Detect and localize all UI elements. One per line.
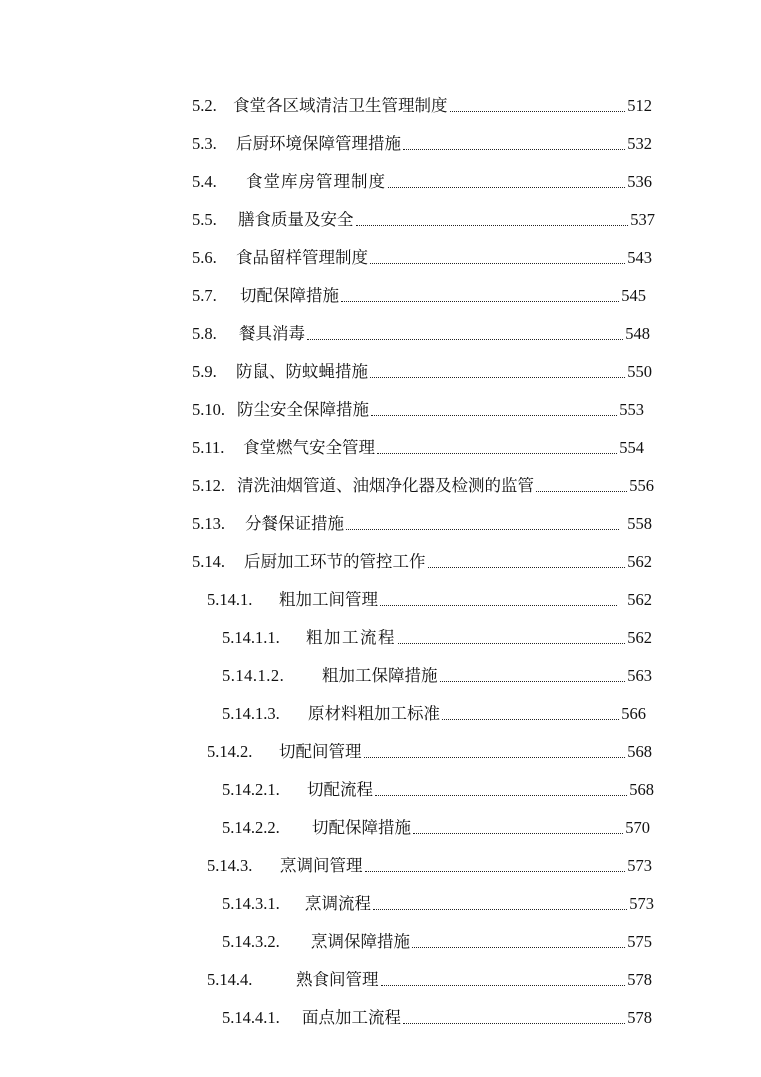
toc-entry-page: 554 xyxy=(619,438,644,457)
toc-entry-page: 537 xyxy=(630,210,655,229)
toc-entry-title: 食品留样管理制度 xyxy=(236,248,368,267)
toc-entry-number: 5.4. xyxy=(192,172,217,191)
toc-entry-number: 5.12. xyxy=(192,476,225,495)
toc-entry-page: 558 xyxy=(627,514,652,533)
toc-entry-number: 5.14.2.2. xyxy=(222,818,280,837)
toc-dot-leader xyxy=(371,415,617,416)
toc-entry[interactable] xyxy=(192,398,644,422)
toc-entry-page: 543 xyxy=(627,248,652,267)
toc-entry-title: 后厨环境保障管理措施 xyxy=(236,134,401,153)
toc-entry-page: 568 xyxy=(629,780,654,799)
toc-entry-title: 粗加工流程 xyxy=(306,628,396,647)
toc-entry[interactable] xyxy=(207,854,652,878)
toc-entry-number: 5.9. xyxy=(192,362,217,381)
toc-entry-title: 防尘安全保障措施 xyxy=(237,400,369,419)
toc-entry-page: 545 xyxy=(621,286,646,305)
toc-entry[interactable] xyxy=(192,132,652,156)
toc-entry-title: 烹调流程 xyxy=(305,894,371,913)
toc-entry[interactable] xyxy=(192,360,652,384)
toc-entry-number: 5.14.1.2. xyxy=(222,666,285,685)
toc-entry-page: 550 xyxy=(627,362,652,381)
toc-entry-page: 548 xyxy=(625,324,650,343)
toc-dot-leader xyxy=(377,453,617,454)
toc-entry-number: 5.5. xyxy=(192,210,217,229)
toc-entry-title: 切配保障措施 xyxy=(240,286,339,305)
toc-entry-number: 5.14.4.1. xyxy=(222,1008,280,1027)
toc-entry-page: 553 xyxy=(619,400,644,419)
toc-entry-page: 566 xyxy=(621,704,646,723)
toc-entry-number: 5.14.1.3. xyxy=(222,704,280,723)
toc-entry[interactable] xyxy=(192,284,646,308)
toc-entry[interactable] xyxy=(222,664,652,688)
toc-entry-number: 5.14.3.2. xyxy=(222,932,280,951)
toc-dot-leader xyxy=(364,757,626,758)
toc-dot-leader xyxy=(536,491,627,492)
toc-dot-leader xyxy=(412,947,625,948)
toc-entry-title: 原材料粗加工标准 xyxy=(308,704,440,723)
toc-dot-leader xyxy=(370,263,625,264)
toc-entry-title: 食堂各区域清洁卫生管理制度 xyxy=(233,96,448,115)
toc-entry-number: 5.14.3.1. xyxy=(222,894,280,913)
toc-entry-number: 5.6. xyxy=(192,248,217,267)
toc-dot-leader xyxy=(403,1023,625,1024)
toc-entry-number: 5.14.1.1. xyxy=(222,628,280,647)
toc-dot-leader xyxy=(375,795,627,796)
toc-entry-title: 熟食间管理 xyxy=(296,970,379,989)
toc-entry-page: 568 xyxy=(627,742,652,761)
toc-entry-number: 5.11. xyxy=(192,438,225,457)
toc-entry-title: 烹调间管理 xyxy=(280,856,363,875)
toc-dot-leader xyxy=(403,149,625,150)
toc-dot-leader xyxy=(341,301,619,302)
toc-entry-title: 食堂库房管理制度 xyxy=(246,172,386,191)
toc-entry-number: 5.14.4. xyxy=(207,970,253,989)
toc-entry-number: 5.14.3. xyxy=(207,856,253,875)
toc-dot-leader xyxy=(370,377,625,378)
toc-dot-leader xyxy=(380,605,617,606)
toc-entry[interactable] xyxy=(192,170,652,194)
toc-entry[interactable] xyxy=(222,626,652,650)
toc-entry-title: 切配间管理 xyxy=(279,742,362,761)
toc-entry-title: 后厨加工环节的管控工作 xyxy=(244,552,426,571)
toc-entry-page: 512 xyxy=(627,96,652,115)
toc-entry-page: 570 xyxy=(625,818,650,837)
toc-dot-leader xyxy=(413,833,623,834)
toc-entry-number: 5.3. xyxy=(192,134,217,153)
toc-entry-title: 粗加工间管理 xyxy=(279,590,378,609)
toc-entry[interactable] xyxy=(192,436,644,460)
toc-entry-page: 575 xyxy=(627,932,652,951)
toc-entry-page: 562 xyxy=(627,628,652,647)
toc-entry-page: 562 xyxy=(627,590,652,609)
toc-entry-page: 578 xyxy=(627,970,652,989)
toc-entry[interactable] xyxy=(192,322,650,346)
toc-entry-title: 烹调保障措施 xyxy=(311,932,410,951)
toc-dot-leader xyxy=(307,339,623,340)
toc-entry[interactable] xyxy=(192,550,652,574)
toc-entry-title: 分餐保证措施 xyxy=(245,514,344,533)
toc-entry-page: 578 xyxy=(627,1008,652,1027)
toc-entry-page: 573 xyxy=(627,856,652,875)
toc-entry[interactable] xyxy=(207,968,652,992)
toc-entry[interactable] xyxy=(222,930,652,954)
toc-entry[interactable] xyxy=(222,1006,652,1030)
toc-entry[interactable] xyxy=(222,816,650,840)
toc-dot-leader xyxy=(365,871,626,872)
toc-dot-leader xyxy=(442,719,619,720)
toc-dot-leader xyxy=(398,643,625,644)
toc-entry-number: 5.14. xyxy=(192,552,225,571)
toc-entry-page: 556 xyxy=(629,476,654,495)
toc-entry[interactable] xyxy=(207,740,652,764)
toc-dot-leader xyxy=(440,681,626,682)
toc-entry-number: 5.14.2. xyxy=(207,742,253,761)
toc-dot-leader xyxy=(346,529,619,530)
toc-dot-leader xyxy=(428,567,626,568)
toc-entry-title: 餐具消毒 xyxy=(239,324,305,343)
toc-entry[interactable] xyxy=(192,208,655,232)
toc-entry[interactable] xyxy=(222,778,654,802)
toc-entry[interactable] xyxy=(192,94,652,118)
toc-entry-page: 562 xyxy=(627,552,652,571)
toc-entry[interactable] xyxy=(207,588,652,612)
toc-entry[interactable] xyxy=(192,246,652,270)
toc-entry-title: 防鼠、防蚊蝇措施 xyxy=(236,362,368,381)
toc-entry-number: 5.7. xyxy=(192,286,217,305)
toc-entry[interactable] xyxy=(192,512,652,536)
toc-entry-number: 5.13. xyxy=(192,514,225,533)
toc-entry-title: 清洗油烟管道、油烟净化器及检测的监管 xyxy=(237,476,534,495)
toc-entry-page: 573 xyxy=(629,894,654,913)
toc-entry-number: 5.14.2.1. xyxy=(222,780,280,799)
toc-entry-number: 5.2. xyxy=(192,96,217,115)
toc-dot-leader xyxy=(450,111,626,112)
toc-dot-leader xyxy=(388,187,625,188)
toc-entry-page: 532 xyxy=(627,134,652,153)
toc-entry-title: 切配保障措施 xyxy=(312,818,411,837)
toc-entry-title: 食堂燃气安全管理 xyxy=(243,438,375,457)
toc-entry[interactable] xyxy=(222,892,654,916)
toc-dot-leader xyxy=(356,225,629,226)
toc-entry-title: 切配流程 xyxy=(307,780,373,799)
toc-dot-leader xyxy=(381,985,626,986)
toc-entry-page: 563 xyxy=(627,666,652,685)
toc-entry-title: 膳食质量及安全 xyxy=(238,210,354,229)
toc-entry-page: 536 xyxy=(627,172,652,191)
toc-entry-number: 5.14.1. xyxy=(207,590,253,609)
toc-dot-leader xyxy=(373,909,627,910)
toc-entry-title: 粗加工保障措施 xyxy=(322,666,438,685)
toc-entry[interactable] xyxy=(192,474,654,498)
toc-entry-number: 5.10. xyxy=(192,400,225,419)
toc-entry-number: 5.8. xyxy=(192,324,217,343)
toc-entry[interactable] xyxy=(222,702,646,726)
toc-entry-title: 面点加工流程 xyxy=(302,1008,401,1027)
